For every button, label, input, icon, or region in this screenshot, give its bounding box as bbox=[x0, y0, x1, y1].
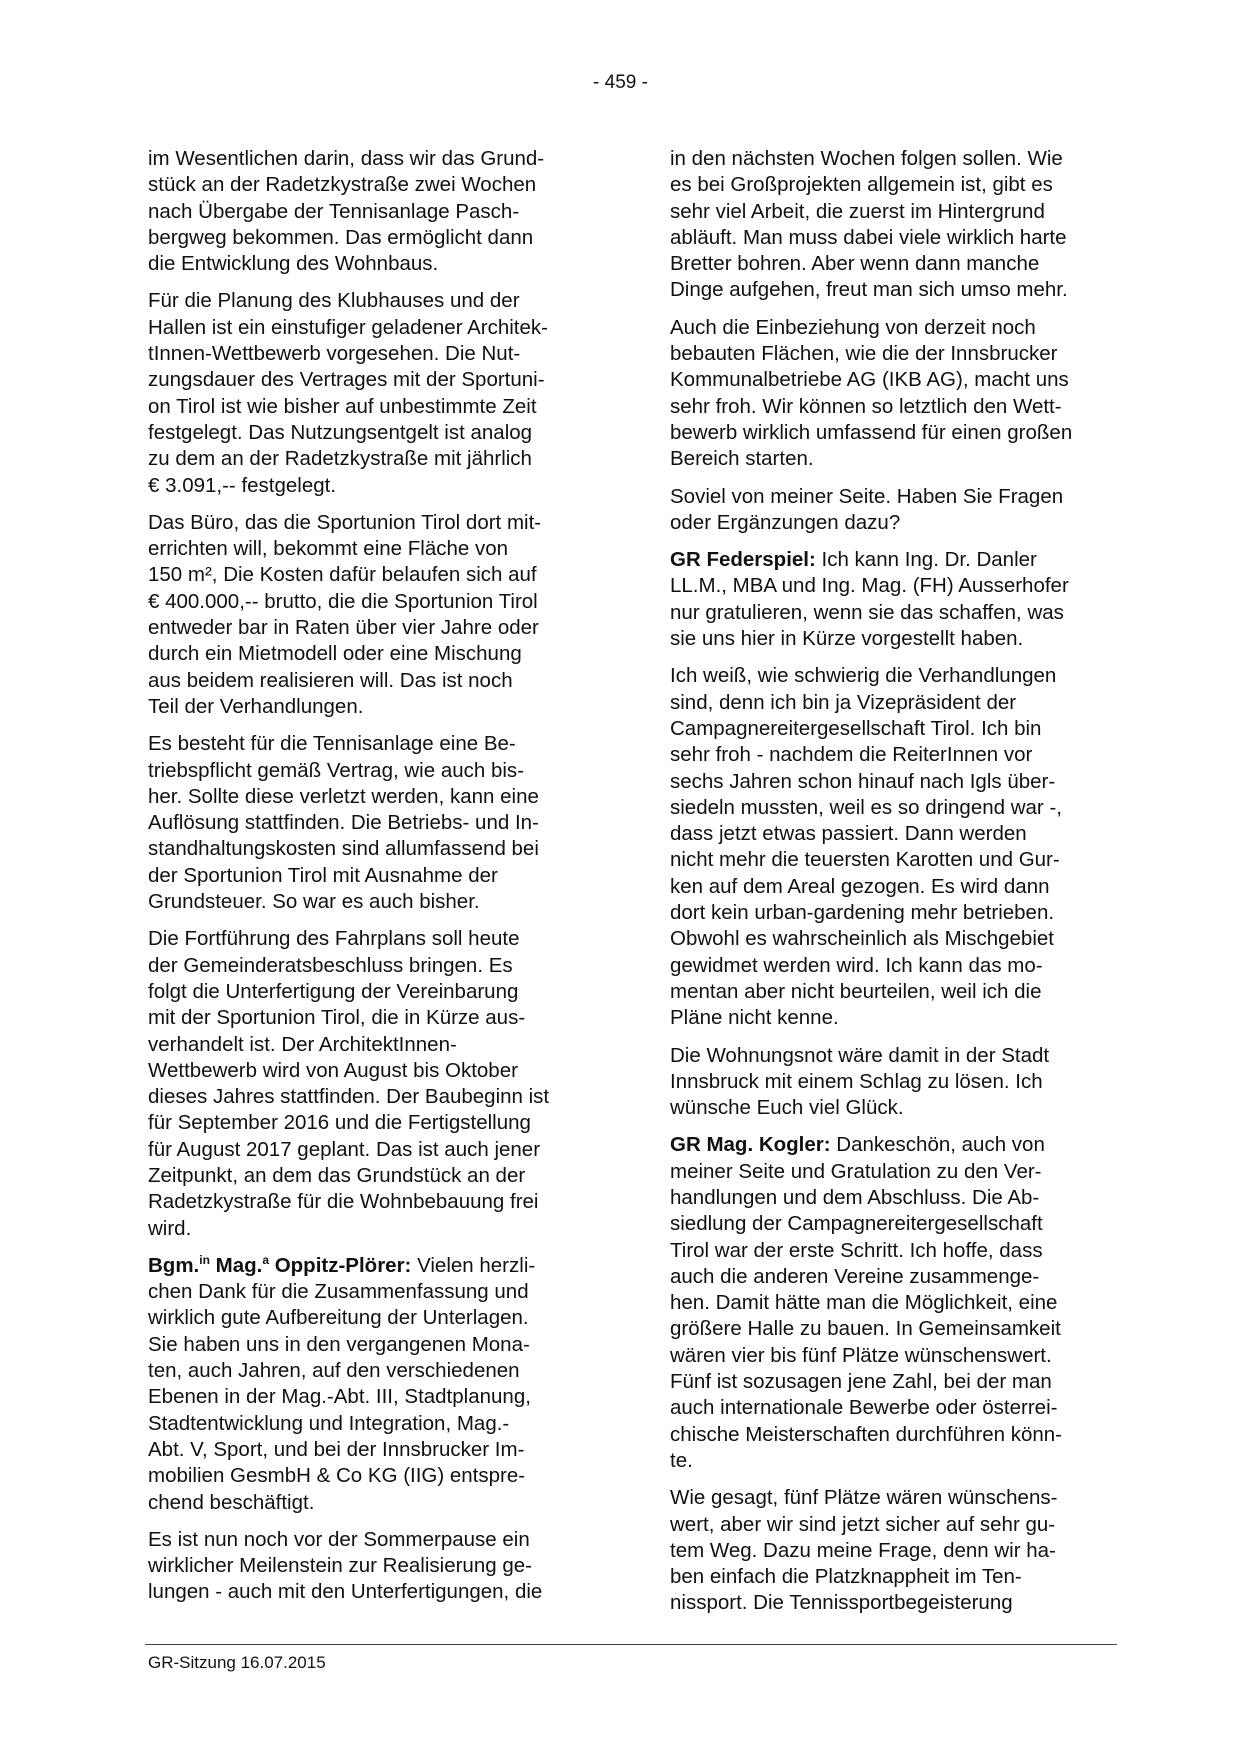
speaker-name: GR Federspiel: bbox=[670, 548, 816, 572]
text-line: verhandelt ist. Der ArchitektInnen- bbox=[148, 1032, 457, 1056]
text-line: im Wesentlichen darin, dass wir das Grund- bbox=[148, 147, 545, 170]
text-line: Hallen ist ein einstufiger geladener Architek- bbox=[148, 315, 548, 339]
text-line: Teil der Verhandlungen. bbox=[148, 694, 364, 718]
text-line: wirklich gute Aufbereitung der Unterlagen. bbox=[148, 1306, 529, 1330]
text-line: dieses Jahres stattfinden. Der Baubeginn ist bbox=[148, 1085, 550, 1109]
paragraph bbox=[148, 510, 600, 720]
footer-session-date: GR-Sitzung 16.07.2015 bbox=[148, 1653, 326, 1672]
text-line: Bereich starten. bbox=[670, 447, 814, 471]
text-line: sehr froh. Wir können so letztlich den Wett- bbox=[670, 394, 1062, 418]
text-line: es bei Großprojekten allgemein ist, gibt es bbox=[670, 173, 1053, 197]
paragraph bbox=[670, 315, 1122, 473]
speech-text: Vielen herzli- bbox=[411, 1253, 536, 1277]
text-line: wert, aber wir sind jetzt sicher auf sehr gu- bbox=[670, 1512, 1056, 1536]
text-line: in den nächsten Wochen folgen sollen. Wie bbox=[670, 147, 1063, 170]
speech-paragraph bbox=[670, 1132, 1122, 1474]
text-line: durch ein Mietmodell oder eine Mischung bbox=[148, 642, 522, 666]
text-line: wirklicher Meilenstein zur Realisierung ge- bbox=[148, 1554, 532, 1578]
paragraph bbox=[148, 926, 600, 1242]
text-line: standhaltungskosten sind allumfassend bei bbox=[148, 837, 539, 861]
speaker-title: Mag. bbox=[209, 1253, 263, 1277]
text-line: triebspflicht gemäß Vertrag, wie auch bis- bbox=[148, 758, 524, 782]
text-line: oder Ergänzungen dazu? bbox=[670, 510, 901, 534]
left-column bbox=[148, 146, 600, 1617]
text-line: € 400.000,-- brutto, die die Sportunion Tirol bbox=[148, 589, 538, 613]
superscript: in bbox=[199, 1253, 210, 1268]
text-line: bergweg bekommen. Das ermöglicht dann bbox=[148, 225, 534, 249]
text-line: Auch die Einbeziehung von derzeit noch bbox=[670, 315, 1036, 339]
text-line: Radetzkystraße für die Wohnbebauung frei bbox=[148, 1190, 539, 1214]
text-line: Ich weiß, wie schwierig die Verhandlungen bbox=[670, 664, 1057, 688]
speaker-name: GR Mag. Kogler: bbox=[670, 1133, 831, 1157]
text-line: mentan aber nicht beurteilen, weil ich die bbox=[670, 979, 1042, 1003]
text-line: errichten will, bekommt eine Fläche von bbox=[148, 537, 509, 561]
text-line bbox=[670, 547, 1122, 573]
text-line: tem Weg. Dazu meine Frage, denn wir ha- bbox=[670, 1538, 1056, 1562]
text-line: wird. bbox=[148, 1216, 192, 1240]
text-line: mit der Sportunion Tirol, die in Kürze aus- bbox=[148, 1006, 526, 1030]
text-line: Campagnereitergesellschaft Tirol. Ich bin bbox=[670, 716, 1042, 740]
text-line: gewidmet werden wird. Ich kann das mo- bbox=[670, 953, 1043, 977]
text-line: Fünf ist sozusagen jene Zahl, bei der man bbox=[670, 1370, 1052, 1394]
paragraph bbox=[148, 731, 600, 915]
paragraph bbox=[670, 1043, 1122, 1122]
text-line: bebauten Flächen, wie die der Innsbrucker bbox=[670, 342, 1058, 366]
text-line: nur gratulieren, wenn sie das schaffen, was bbox=[670, 600, 1064, 624]
paragraph bbox=[670, 1485, 1122, 1616]
text-line: Es ist nun noch vor der Sommerpause ein bbox=[148, 1527, 530, 1551]
text-line: chend beschäftigt. bbox=[148, 1490, 315, 1514]
text-line: hen. Damit hätte man die Möglichkeit, eine bbox=[670, 1291, 1058, 1315]
text-line: Tirol war der erste Schritt. Ich hoffe, dass bbox=[670, 1238, 1043, 1262]
text-line: auch internationale Bewerbe oder österrei- bbox=[670, 1396, 1058, 1420]
paragraph bbox=[148, 288, 600, 498]
text-line: Ebenen in der Mag.-Abt. III, Stadtplanung, bbox=[148, 1385, 531, 1409]
text-line: ken auf dem Areal gezogen. Es wird dann bbox=[670, 874, 1050, 898]
text-line: her. Sollte diese verletzt werden, kann eine bbox=[148, 784, 539, 808]
text-line: tInnen-Wettbewerb vorgesehen. Die Nut- bbox=[148, 342, 521, 366]
text-line: on Tirol ist wie bisher auf unbestimmte Zeit bbox=[148, 394, 537, 418]
text-line: entweder bar in Raten über vier Jahre oder bbox=[148, 616, 539, 640]
text-line: chische Meisterschaften durchführen könn- bbox=[670, 1422, 1062, 1446]
text-line: stück an der Radetzkystraße zwei Wochen bbox=[148, 173, 537, 197]
text-line: Abt. V, Sport, und bei der Innsbrucker Im- bbox=[148, 1437, 525, 1461]
footer-divider bbox=[145, 1644, 1117, 1645]
paragraph bbox=[148, 146, 600, 277]
right-column bbox=[670, 146, 1122, 1628]
text-line: meiner Seite und Gratulation zu den Ver- bbox=[670, 1159, 1042, 1183]
speech-text: Ich kann Ing. Dr. Danler bbox=[815, 548, 1037, 572]
text-line: Bretter bohren. Aber wenn dann manche bbox=[670, 252, 1040, 276]
paragraph bbox=[670, 484, 1122, 537]
text-line: zu dem an der Radetzkystraße mit jährlich bbox=[148, 447, 532, 471]
text-line: nissport. Die Tennissportbegeisterung bbox=[670, 1591, 1013, 1615]
text-line: Pläne nicht kenne. bbox=[670, 1006, 839, 1030]
text-line: te. bbox=[670, 1448, 693, 1472]
paragraph bbox=[148, 1527, 600, 1606]
text-line: der Gemeinderatsbeschluss bringen. Es bbox=[148, 953, 513, 977]
text-line: ten, auch Jahren, auf den verschiedenen bbox=[148, 1359, 520, 1383]
text-line: sechs Jahren schon hinauf nach Igls über- bbox=[670, 769, 1056, 793]
speech-paragraph bbox=[670, 547, 1122, 652]
text-line: Stadtentwicklung und Integration, Mag.- bbox=[148, 1411, 510, 1435]
text-line: der Sportunion Tirol mit Ausnahme der bbox=[148, 863, 498, 887]
text-line: aus beidem realisieren will. Das ist noch bbox=[148, 668, 513, 692]
text-line: nicht mehr die teuersten Karotten und Gur- bbox=[670, 848, 1060, 872]
text-line: Dinge aufgehen, freut man sich umso mehr. bbox=[670, 278, 1068, 302]
text-line: siedeln mussten, weil es so dringend war -, bbox=[670, 795, 1062, 819]
text-line: Innsbruck mit einem Schlag zu lösen. Ich bbox=[670, 1069, 1043, 1093]
speech-text: Dankeschön, auch von bbox=[830, 1133, 1045, 1157]
text-line: chen Dank für die Zusammenfassung und bbox=[148, 1280, 529, 1304]
text-line: festgelegt. Das Nutzungsentgelt ist analog bbox=[148, 420, 533, 444]
text-line: folgt die Unterfertigung der Vereinbarung bbox=[148, 979, 519, 1003]
text-line: größere Halle zu bauen. In Gemeinsamkeit bbox=[670, 1317, 1061, 1341]
text-line: Die Wohnungsnot wäre damit in der Stadt bbox=[670, 1043, 1050, 1067]
text-line: Für die Planung des Klubhauses und der bbox=[148, 289, 520, 313]
text-line: ben einfach die Platzknappheit im Ten- bbox=[670, 1565, 1022, 1589]
text-line: dort kein urban-gardening mehr betrieben. bbox=[670, 901, 1055, 925]
text-line: bewerb wirklich umfassend für einen großen bbox=[670, 420, 1073, 444]
speaker-surname: Oppitz-Plörer: bbox=[269, 1253, 412, 1277]
text-line: sind, denn ich bin ja Vizepräsident der bbox=[670, 690, 1017, 714]
text-line: die Entwicklung des Wohnbaus. bbox=[148, 252, 439, 276]
superscript: a bbox=[262, 1253, 270, 1268]
text-line bbox=[670, 1132, 1122, 1158]
text-line: für August 2017 geplant. Das ist auch jener bbox=[148, 1137, 541, 1161]
text-line: Wie gesagt, fünf Plätze wären wünschens- bbox=[670, 1486, 1058, 1510]
text-line: nach Übergabe der Tennisanlage Pasch- bbox=[148, 199, 520, 223]
text-line: dass jetzt etwas passiert. Dann werden bbox=[670, 822, 1027, 846]
text-line: Grundsteuer. So war es auch bisher. bbox=[148, 890, 480, 914]
text-line: siedlung der Campagnereitergesellschaft bbox=[670, 1212, 1043, 1236]
text-line: sehr froh - nachdem die ReiterInnen vor bbox=[670, 743, 1033, 767]
text-line: auch die anderen Vereine zusammenge- bbox=[670, 1264, 1040, 1288]
text-line: 150 m², Die Kosten dafür belaufen sich auf bbox=[148, 563, 537, 587]
text-line: zungsdauer des Vertrages mit der Sportuni- bbox=[148, 368, 545, 392]
page-number: - 459 - bbox=[593, 72, 648, 93]
text-line: lungen - auch mit den Unterfertigungen, die bbox=[148, 1580, 543, 1604]
text-line: Die Fortführung des Fahrplans soll heute bbox=[148, 927, 520, 951]
paragraph bbox=[670, 146, 1122, 304]
text-line: Das Büro, das die Sportunion Tirol dort mit- bbox=[148, 510, 542, 534]
text-line: sehr viel Arbeit, die zuerst im Hintergrund bbox=[670, 199, 1045, 223]
speaker-title: Bgm. bbox=[148, 1253, 200, 1277]
text-line: Obwohl es wahrscheinlich als Mischgebiet bbox=[670, 927, 1054, 951]
speech-paragraph bbox=[148, 1253, 600, 1516]
text-line: wünsche Euch viel Glück. bbox=[670, 1096, 904, 1120]
text-line: für September 2016 und die Fertigstellung bbox=[148, 1111, 531, 1135]
text-line: € 3.091,-- festgelegt. bbox=[148, 473, 337, 497]
speaker-name bbox=[148, 1254, 411, 1277]
text-line: abläuft. Man muss dabei viele wirklich harte bbox=[670, 225, 1067, 249]
text-line: Wettbewerb wird von August bis Oktober bbox=[148, 1058, 518, 1082]
text-line: handlungen und dem Abschluss. Die Ab- bbox=[670, 1185, 1040, 1209]
text-line: Zeitpunkt, an dem das Grundstück an der bbox=[148, 1163, 526, 1187]
text-line bbox=[148, 1253, 600, 1279]
text-line: Kommunalbetriebe AG (IKB AG), macht uns bbox=[670, 368, 1069, 392]
paragraph bbox=[670, 663, 1122, 1031]
text-line: Sie haben uns in den vergangenen Mona- bbox=[148, 1332, 530, 1356]
text-line: LL.M., MBA und Ing. Mag. (FH) Ausserhofer bbox=[670, 574, 1069, 598]
text-line: Auflösung stattfinden. Die Betriebs- und In- bbox=[148, 811, 539, 835]
text-line: Es besteht für die Tennisanlage eine Be- bbox=[148, 732, 516, 756]
text-line: mobilien GesmbH & Co KG (IIG) entspre- bbox=[148, 1464, 526, 1488]
text-line: sie uns hier in Kürze vorgestellt haben. bbox=[670, 627, 1024, 651]
text-line: wären vier bis fünf Plätze wünschenswert. bbox=[670, 1343, 1052, 1367]
text-line: Soviel von meiner Seite. Haben Sie Fragen bbox=[670, 484, 1064, 508]
